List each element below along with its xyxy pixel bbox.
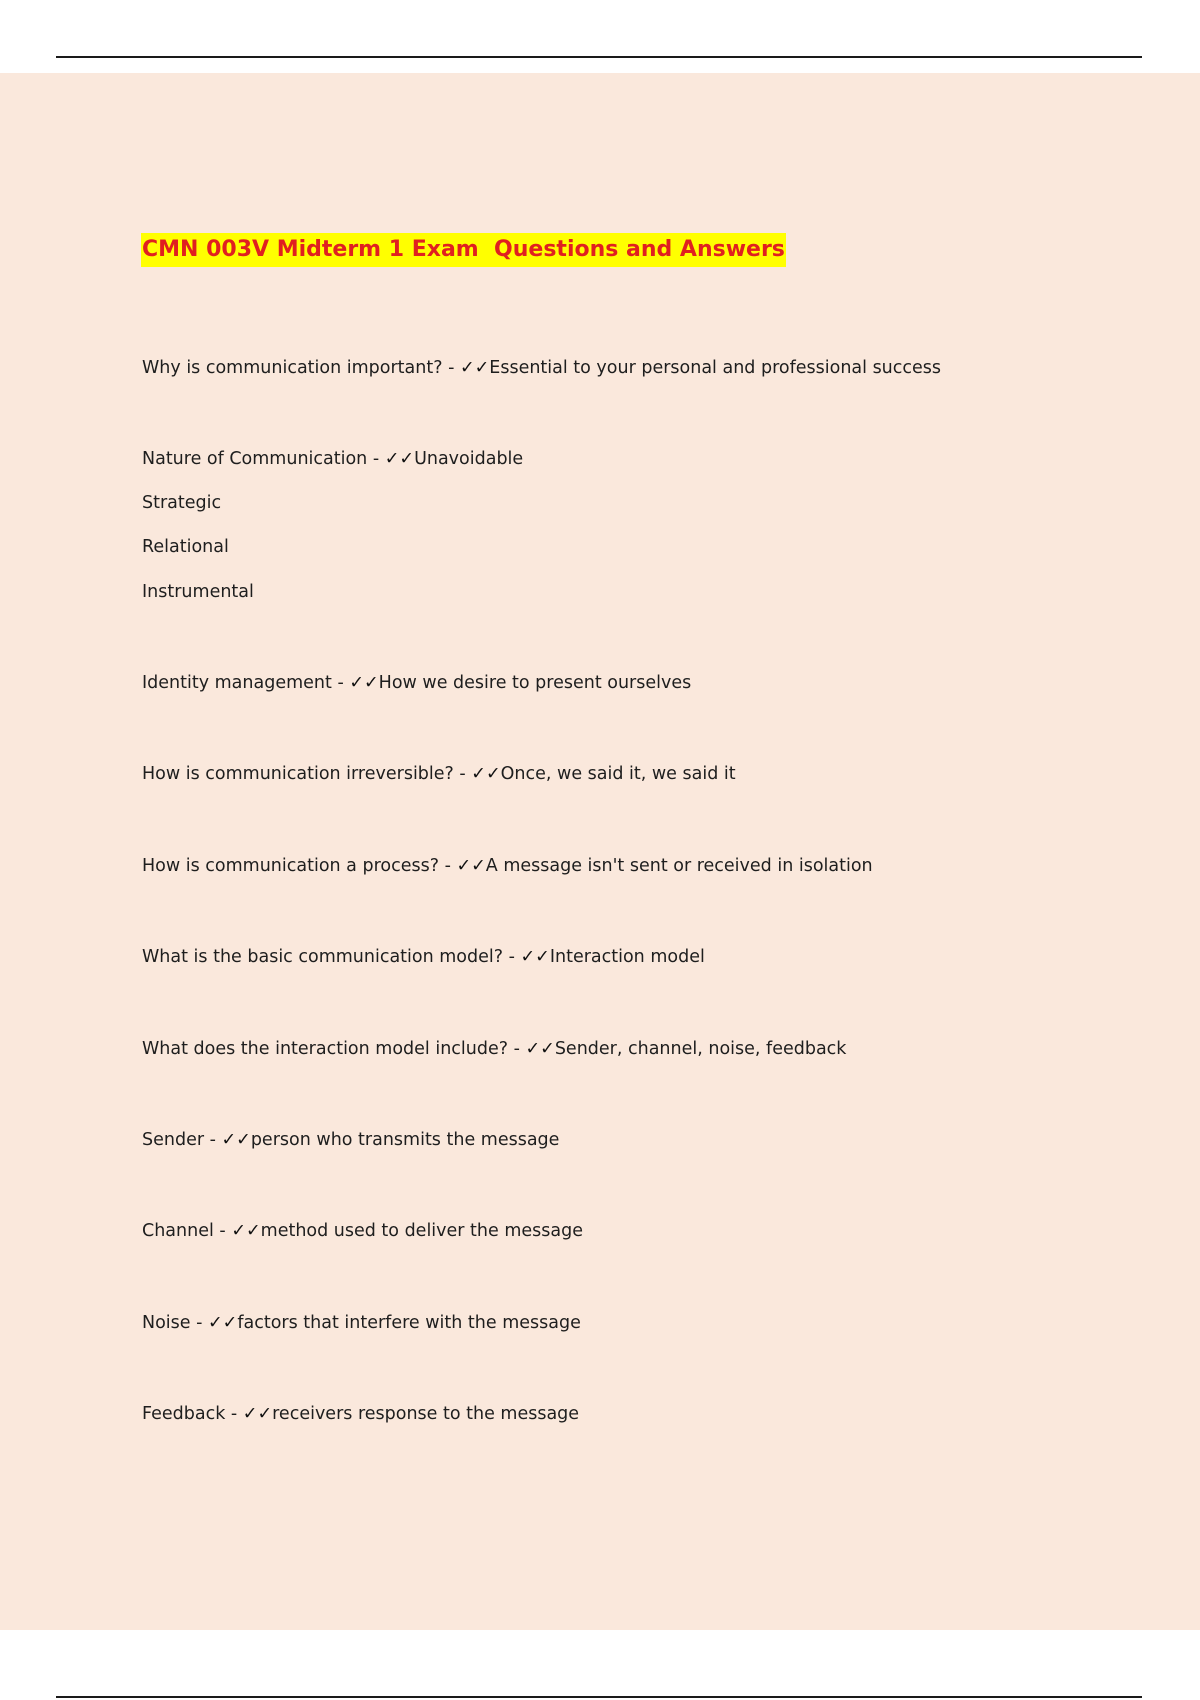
document-page (0, 73, 1200, 1630)
answer-continuation-strategic: Strategic (142, 493, 222, 513)
answer-text: Sender, channel, noise, feedback (554, 1039, 847, 1059)
double-check-icon: ✓✓ (471, 764, 501, 784)
qa-item-process (142, 854, 873, 878)
double-check-icon: ✓✓ (349, 673, 379, 693)
separator: - (331, 673, 350, 693)
question-text: What is the basic communication model? (142, 947, 504, 967)
separator: - (225, 1404, 243, 1424)
question-text: What does the interaction model include? (142, 1039, 509, 1059)
answer-continuation-instrumental: Instrumental (142, 582, 254, 602)
double-check-icon: ✓✓ (520, 947, 550, 967)
qa-item-irreversible (142, 762, 736, 786)
qa-item-noise (142, 1311, 581, 1335)
double-check-icon: ✓✓ (525, 1039, 555, 1059)
double-check-icon: ✓✓ (221, 1130, 251, 1150)
answer-text: factors that interfere with the message (237, 1313, 581, 1333)
answer-text: Once, we said it, we said it (500, 764, 736, 784)
question-text: Sender (142, 1130, 205, 1150)
double-check-icon: ✓✓ (231, 1221, 261, 1241)
answer-text: method used to deliver the message (260, 1221, 583, 1241)
document-title: CMN 003V Midterm 1 Exam Questions and Answers (141, 233, 786, 267)
footer-rule (56, 1696, 1142, 1698)
qa-item-sender (142, 1128, 559, 1152)
question-text: Nature of Communication (142, 449, 368, 469)
separator: - (439, 856, 457, 876)
qa-item-interaction-model (142, 1037, 846, 1061)
qa-item-identity-management (142, 671, 691, 695)
double-check-icon: ✓✓ (208, 1313, 238, 1333)
qa-item-channel (142, 1219, 583, 1243)
question-text: How is communication a process? (142, 856, 440, 876)
answer-text: How we desire to present ourselves (378, 673, 692, 693)
separator: - (453, 764, 472, 784)
answer-text: A message isn't sent or received in isolation (485, 856, 873, 876)
separator: - (204, 1130, 222, 1150)
separator: - (367, 449, 385, 469)
double-check-icon: ✓✓ (459, 358, 490, 378)
answer-text: receivers response to the message (272, 1404, 580, 1424)
qa-item-basic-model (142, 945, 705, 969)
header-rule (56, 56, 1142, 58)
double-check-icon: ✓✓ (242, 1404, 273, 1424)
qa-item-nature (142, 447, 523, 471)
separator: - (213, 1221, 232, 1241)
separator: - (503, 947, 521, 967)
answer-continuation-relational: Relational (142, 537, 229, 557)
answer-text: person who transmits the message (250, 1130, 560, 1150)
qa-item-feedback (142, 1402, 579, 1426)
question-text: Feedback (142, 1404, 226, 1424)
separator: - (508, 1039, 526, 1059)
qa-item-why-important (142, 356, 941, 380)
question-text: Noise (142, 1313, 191, 1333)
separator: - (190, 1313, 208, 1333)
question-text: How is communication irreversible? (142, 764, 454, 784)
separator: - (442, 358, 460, 378)
question-text: Channel (142, 1221, 214, 1241)
double-check-icon: ✓✓ (384, 449, 415, 469)
question-text: Why is communication important? (142, 358, 443, 378)
question-text: Identity management (142, 673, 332, 693)
answer-text: Essential to your personal and professional success (489, 358, 942, 378)
double-check-icon: ✓✓ (456, 856, 486, 876)
answer-text: Interaction model (549, 947, 705, 967)
answer-text: Unavoidable (414, 449, 524, 469)
